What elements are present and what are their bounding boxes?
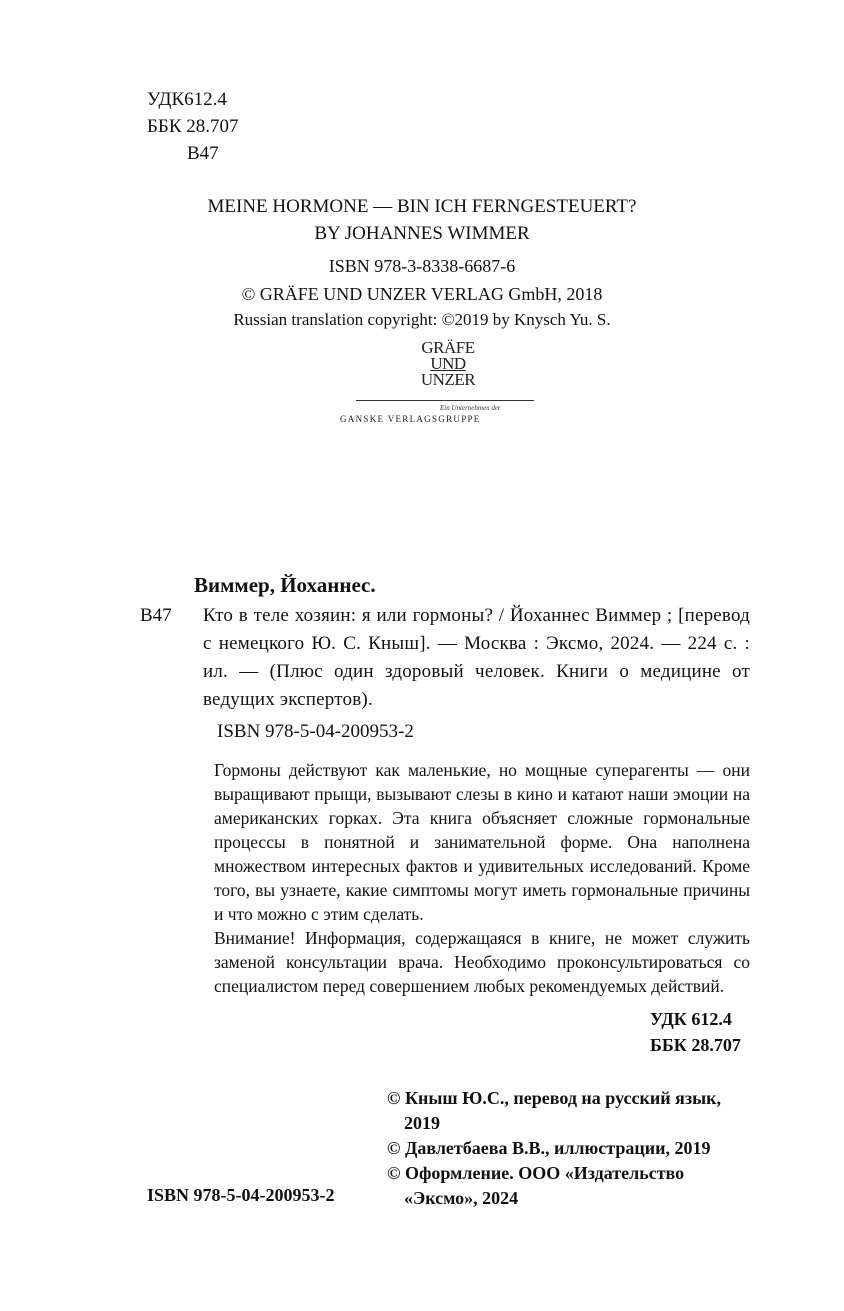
logo-line-3: UNZER <box>420 370 476 389</box>
copyright-block <box>387 1086 757 1211</box>
logo-wordmark <box>412 340 484 388</box>
bbk-right-code: ББК 28.707 <box>650 1035 741 1055</box>
udk-bbk-right <box>600 1006 750 1058</box>
catalog-isbn: ISBN 978-5-04-200953-2 <box>217 721 414 742</box>
udk-right-code: УДК 612.4 <box>650 1009 732 1029</box>
logo-group-name: GANSKE VERLAGSGRUPPE <box>340 414 481 424</box>
udk-code: УДК612.4 <box>147 89 227 110</box>
isbn-bottom: ISBN 978-5-04-200953-2 <box>147 1185 335 1205</box>
udk-bbk-block <box>147 86 239 167</box>
catalog-description: Кто в теле хозяин: я или гормоны? / Йоханнес Виммер ; [перевод с немецкого Ю. С. Кныш]. — Москва : Эксмо, 2024. — 224 с. : ил. — (Плюс один здоровый человек. Книги о медицине от ведущих экспертов). <box>203 605 750 710</box>
original-edition-block <box>140 193 704 247</box>
logo-tagline: Ein Unternehmen der <box>440 404 501 412</box>
original-copyright: © GRÄFE UND UNZER VERLAG GmbH, 2018 <box>241 284 603 304</box>
logo-line-1: GRÄFE <box>421 338 475 357</box>
original-title: MEINE HORMONE — BIN ICH FERNGESTEUERT? <box>207 196 637 217</box>
annotation-paragraph-2: Внимание! Информация, содержащаяся в книге, не может служить заменой консультации врача. Необходимо проконсультироваться со специалистом перед совершением любых рекомендуемых действий. <box>214 928 750 996</box>
copyright-translation-year: 2019 <box>404 1113 440 1133</box>
copyright-design-cont: «Эксмо», 2024 <box>404 1188 519 1208</box>
original-author: BY JOHANNES WIMMER <box>314 223 530 244</box>
annotation-paragraph-1: Гормоны действуют как маленькие, но мощные суперагенты — они выращивают прыщи, вызывают слезы в кино и катают наши эмоции на американских горках. Эта книга объясняет сложные гормональные процессы в понятной и занимательной форме. Она наполнена множеством интересных фактов и удивительных исследований. Кроме того, вы узнаете, какие симптомы могут иметь гормональные причины и что можно с этим сделать. <box>214 760 750 924</box>
copyright-illustrations: © Давлетбаева В.В., иллюстрации, 2019 <box>387 1138 711 1158</box>
original-isbn-block <box>140 252 704 280</box>
bbk-code: ББК 28.707 <box>147 116 239 137</box>
catalog-author: Виммер, Йоханнес. <box>194 573 376 597</box>
author-mark: В47 <box>187 143 219 164</box>
publisher-logo <box>340 340 540 430</box>
translation-copyright: Russian translation copyright: ©2019 by Knysch Yu. S. <box>233 310 611 329</box>
logo-line-2: UND <box>430 354 466 373</box>
copyright-design: © Оформление. ООО «Издательство <box>387 1163 685 1183</box>
original-isbn: ISBN 978-3-8338-6687-6 <box>328 256 516 276</box>
copyright-translation: © Кныш Ю.С., перевод на русский язык, <box>387 1088 722 1108</box>
logo-divider <box>356 400 534 401</box>
annotation <box>214 758 750 998</box>
catalog-code: В47 <box>140 605 172 626</box>
